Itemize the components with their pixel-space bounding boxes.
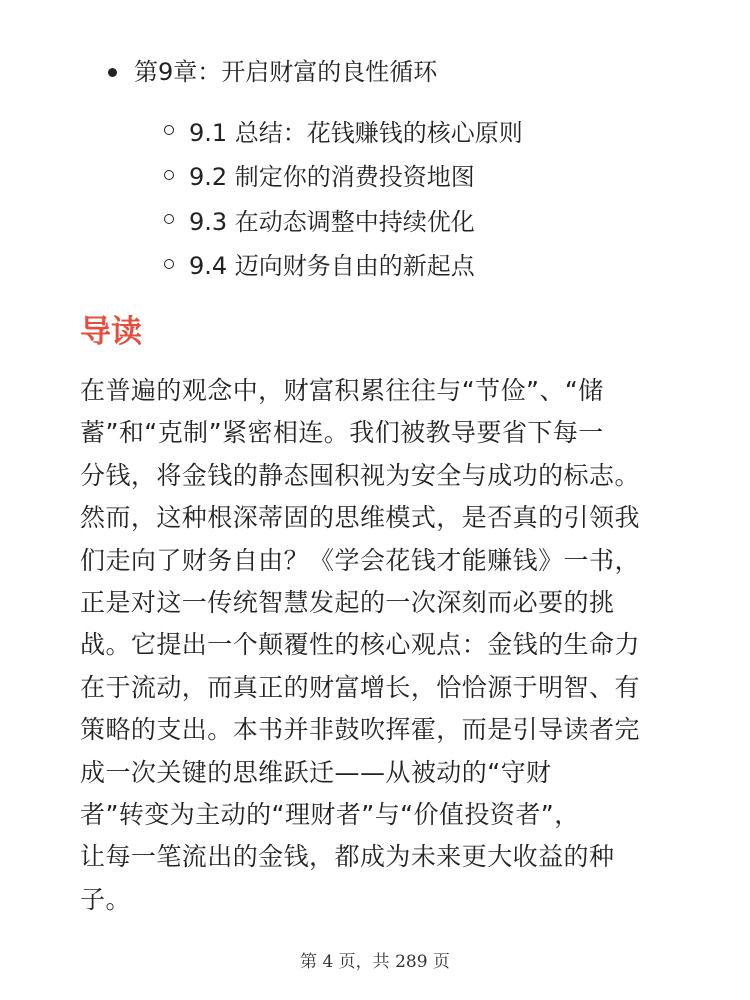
section-label: 9.1 总结：花钱赚钱的核心原则 bbox=[189, 118, 523, 147]
bullet-dot-icon bbox=[108, 68, 117, 77]
intro-heading: 导读 bbox=[80, 314, 142, 350]
bullet-circle-icon bbox=[164, 170, 174, 180]
section-item bbox=[164, 108, 708, 153]
section-item bbox=[164, 197, 708, 242]
section-label: 9.4 迈向财务自由的新起点 bbox=[189, 252, 475, 281]
section-label: 9.2 制定你的消费投资地图 bbox=[189, 163, 475, 192]
bullet-circle-icon bbox=[164, 259, 174, 269]
chapter-title: 第9章：开启财富的良性循环 bbox=[134, 58, 438, 86]
chapter-item bbox=[108, 52, 708, 92]
page-indicator: 第 4 页，共 289 页 bbox=[300, 952, 450, 972]
section-item bbox=[164, 242, 708, 287]
bullet-circle-icon bbox=[164, 214, 174, 224]
chapter-outline-list bbox=[108, 52, 708, 286]
bullet-circle-icon bbox=[164, 125, 174, 135]
section-list bbox=[164, 108, 708, 286]
section-item bbox=[164, 153, 708, 198]
intro-paragraph: 在普遍的观念中，财富积累往往与“节俭”、“储 蓄”和“克制”紧密相连。我们被教导要省下每一 分钱，将金钱的静态囤积视为安全与成功的标志。 然而，这种根深蒂固的思维模式，是否真的引领我 们走向了财务自由？《学会花钱才能赚钱》一书， 正是对这一传统智慧发起的一次深刻而必要的挑 战。它提出一个颠覆性的核心观点：金钱的生命力 在于流动，而真正的财富增长，恰恰源于明智、有 策略的支出。本书并非鼓吹挥霍，而是引导读者完 成一次关键的思维跃迁——从被动的“守财 者”转变为主动的“理财者”与“价值投资者”， 让每一笔流出的金钱，都成为未来更大收益的种 子。 bbox=[80, 376, 640, 914]
section-label: 9.3 在动态调整中持续优化 bbox=[189, 207, 475, 236]
